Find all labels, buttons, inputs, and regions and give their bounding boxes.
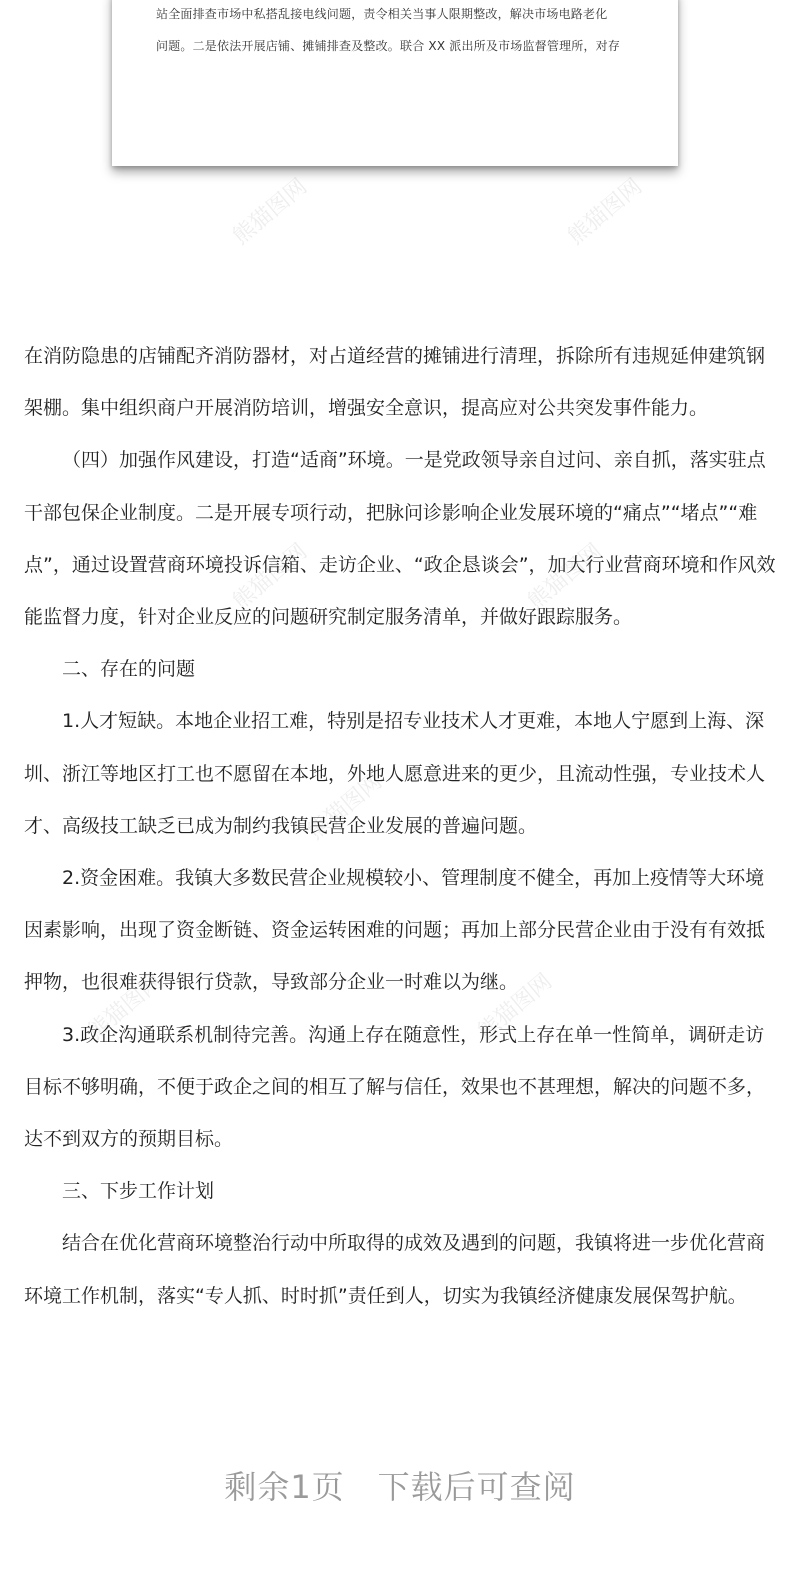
document-body xyxy=(24,330,776,1322)
paragraph-fire-safety: 在消防隐患的店铺配齐消防器材，对占道经营的摊铺进行清理，拆除所有违规延伸建筑钢架棚。集中组织商户开展消防培训，增强安全意识，提高应对公共突发事件能力。 xyxy=(24,345,766,420)
preview-line-2: 问题。二是依法开展店铺、摊铺排查及整改。联合 XX 派出所及市场监督管理所，对存 xyxy=(156,39,621,53)
paragraph-next-plan: 结合在优化营商环境整治行动中所取得的成效及遇到的问题，我镇将进一步优化营商环境工作机制，落实“专人抓、时时抓”责任到人，切实为我镇经济健康发展保驾护航。 xyxy=(24,1232,766,1307)
document-preview-card xyxy=(112,0,678,166)
watermark: 熊猫图网 xyxy=(83,969,168,1045)
watermark: 熊猫图网 xyxy=(228,174,313,250)
paragraph-communication: 3.政企沟通联系机制待完善。沟通上存在随意性，形式上存在单一性简单，调研走访目标不够明确，不便于政企之间的相互了解与信任，效果也不甚理想，解决的问题不多，达不到双方的预期目标。 xyxy=(24,1023,766,1151)
section-heading-problems: 二、存在的问题 xyxy=(62,658,196,681)
paragraph-talent-shortage: 1.人才短缺。本地企业招工难，特别是招专业技术人才更难，本地人宁愿到上海、深圳、浙江等地区打工也不愿留在本地，外地人愿意进来的更少，且流动性强，专业技术人才、高级技工缺乏已成为制约我镇民营企业发展的普遍问题。 xyxy=(24,710,766,837)
watermark: 熊猫图网 xyxy=(563,174,648,250)
watermark: 熊猫图网 xyxy=(228,539,313,615)
download-prompt[interactable]: 剩余1页 下载后可查阅 xyxy=(224,1468,576,1506)
section-heading-next-plan: 三、下步工作计划 xyxy=(62,1180,215,1203)
watermark: 熊猫图网 xyxy=(473,969,558,1045)
preview-line-1: 站全面排查市场中私搭乱接电线问题，责令相关当事人限期整改，解决市场电路老化 xyxy=(156,7,608,21)
paragraph-work-style: （四）加强作风建设，打造“适商”环境。一是党政领导亲自过问、亲自抓，落实驻点干部包保企业制度。二是开展专项行动，把脉问诊影响企业发展环境的“痛点”“堵点”“难点”，通过设置营商环境投诉信箱、走访企业、“政企恳谈会”，加大行业营商环境和作风效能监督力度，针对企业反应的问题研究制定服务清单，并做好跟踪服务。 xyxy=(24,449,776,629)
watermark: 熊猫图网 xyxy=(523,539,608,615)
watermark: 熊猫图网 xyxy=(303,769,388,845)
paragraph-funding-difficulty: 2.资金困难。我镇大多数民营企业规模较小、管理制度不健全，再加上疫情等大环境因素影响，出现了资金断链、资金运转困难的问题；再加上部分民营企业由于没有有效抵押物，也很难获得银行贷款，导致部分企业一时难以为继。 xyxy=(24,867,766,994)
